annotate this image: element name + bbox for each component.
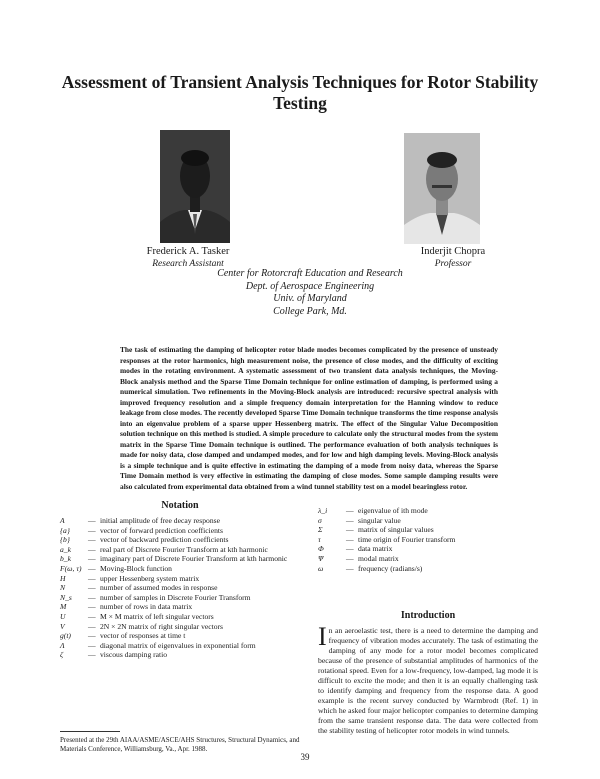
affiliation-line: Center for Rotorcraft Education and Research	[217, 268, 403, 279]
notation-definition: imaginary part of Discrete Fourier Transform at kth harmonic	[100, 554, 288, 564]
author-block-tasker	[118, 246, 258, 270]
author-block-chopra	[388, 246, 518, 270]
notation-definition: modal matrix	[358, 553, 399, 563]
notation-row	[60, 602, 308, 612]
notation-definition: matrix of singular values	[358, 525, 434, 535]
introduction-text	[318, 622, 538, 736]
notation-symbol: b_k	[60, 554, 71, 564]
notation-dash: —	[88, 563, 96, 573]
notation-definition: viscous damping ratio	[100, 650, 168, 660]
affiliation	[150, 268, 470, 318]
notation-list-left	[60, 516, 308, 660]
notation-symbol: {a}	[60, 525, 70, 535]
affiliation-line: Dept. of Aerospace Engineering	[245, 280, 375, 292]
notation-symbol: Σ	[318, 525, 323, 535]
notation-symbol: Λ	[60, 640, 65, 650]
notation-row	[318, 506, 538, 516]
notation-symbol: H	[60, 573, 66, 583]
introduction-heading: Introduction	[400, 610, 456, 621]
notation-dash: —	[346, 544, 354, 554]
notation-symbol: {b}	[60, 535, 70, 545]
notation-row	[60, 545, 308, 555]
notation-definition: data matrix	[358, 544, 393, 554]
author-photo-chopra	[404, 133, 480, 244]
notation-row	[60, 612, 308, 622]
notation-dash: —	[88, 516, 96, 525]
notation-definition: vector of forward prediction coefficients	[100, 525, 223, 535]
notation-definition: real part of Discrete Fourier Transform at kth harmonic	[100, 544, 268, 554]
notation-symbol: σ	[318, 515, 322, 525]
drop-cap: I	[318, 622, 327, 651]
notation-dash: —	[88, 535, 96, 545]
affiliation-line: Univ. of Maryland	[273, 293, 347, 304]
notation-dash: —	[88, 544, 96, 554]
notation-row	[318, 535, 538, 545]
notation-symbol: F(ω, τ)	[60, 563, 82, 573]
notation-row	[60, 554, 308, 564]
notation-symbol: a_k	[60, 544, 71, 554]
notation-row	[60, 535, 308, 545]
notation-row	[318, 544, 538, 554]
notation-definition: 2N × 2N matrix of right singular vectors	[100, 621, 224, 631]
paper-title: Assessment of Transient Analysis Techniques for Rotor Stability Testing	[61, 72, 539, 113]
notation-row	[60, 650, 308, 660]
notation-definition: number of rows in data matrix	[100, 602, 193, 612]
notation-dash: —	[88, 554, 96, 564]
notation-dash: —	[346, 506, 354, 515]
notation-definition: M × M matrix of left singular vectors	[100, 611, 214, 621]
notation-definition: time origin of Fourier transform	[358, 534, 456, 544]
notation-row	[60, 516, 308, 526]
notation-row	[60, 641, 308, 651]
author-name: Frederick A. Tasker	[146, 246, 230, 257]
notation-symbol: g(t)	[60, 631, 71, 641]
notation-heading: Notation	[161, 500, 199, 511]
notation-list-right	[318, 506, 538, 573]
notation-dash: —	[88, 621, 96, 631]
notation-row	[60, 622, 308, 632]
notation-definition: singular value	[358, 515, 401, 525]
notation-definition: number of samples in Discrete Fourier Transform	[100, 592, 251, 602]
notation-row	[60, 564, 308, 574]
notation-row	[60, 574, 308, 584]
notation-symbol: λ_i	[318, 506, 328, 515]
footnote-rule	[60, 731, 120, 732]
notation-dash: —	[88, 525, 96, 535]
abstract: The task of estimating the damping of helicopter rotor blade modes becomes complicated by the presence of unsteady responses at the rotor harmonics, high measurement noise, the presence of close modes, and the difficulty of exciting modes in the rotating environment. A systematic assessment of two transient data analysis techniques, the Moving-Block analysis method and the Sparse Time Domain technique for online estimation of damping, is performed using a numerical simulation. Two refinements in the Moving-Block analysis are introduced: recursive spectral analysis with improved frequency resolution and a simple frequency domain interpretation for the Hanning window to reduce leakage from close modes. The recently developed Sparse Time Domain technique transforms the time response analysis into an eigenvalue problem of a sparse upper Hessenberg matrix. The effect of the Singular Value Decomposition solution technique on this method is studied. A simple procedure to calculate only the structural modes from the system matrix in the Sparse Time Domain technique is outlined. The performance evaluation of both analysis techniques is made for noisy data, close damped and undamped modes, and for low and high damping levels. Moving-Block analysis is a simple technique and is quite effective in estimating the damping of a mode from noisy data, whereas the Sparse Time Domain method is very effective in estimating the damping of close modes. Some sample damping results were also calculated from experimental data obtained from a wind tunnel stability test on a model bearingless rotor.	[120, 345, 498, 491]
notation-row	[318, 516, 538, 526]
notation-dash: —	[88, 650, 96, 660]
notation-definition: eigenvalue of ith mode	[358, 506, 428, 515]
footnote: Presented at the 29th AIAA/ASME/ASCE/AHS Structures, Structural Dynamics, and Materials Conference, Williamsburg, Va., Apr. 1988.	[60, 736, 300, 753]
notation-symbol: τ	[318, 534, 321, 544]
notation-row	[318, 564, 538, 574]
notation-dash: —	[346, 515, 354, 525]
notation-dash: —	[88, 602, 96, 612]
notation-dash: —	[346, 553, 354, 563]
notation-symbol: A	[60, 516, 65, 525]
notation-dash: —	[88, 631, 96, 641]
notation-dash: —	[346, 534, 354, 544]
author-role: Research Assistant	[152, 259, 224, 269]
notation-dash: —	[346, 525, 354, 535]
page-number: 39	[300, 752, 310, 762]
notation-dash: —	[88, 640, 96, 650]
notation-symbol: Ψ	[318, 553, 324, 563]
notation-definition: diagonal matrix of eigenvalues in exponential form	[100, 640, 256, 650]
notation-symbol: ω	[318, 563, 324, 573]
notation-definition: vector of responses at time t	[100, 631, 186, 641]
notation-dash: —	[88, 573, 96, 583]
affiliation-line: College Park, Md.	[273, 305, 347, 317]
notation-dash: —	[346, 563, 354, 573]
notation-row	[318, 525, 538, 535]
notation-dash: —	[88, 611, 96, 621]
notation-symbol: V	[60, 621, 65, 631]
notation-symbol: U	[60, 611, 66, 621]
notation-row	[60, 583, 308, 593]
author-photo-tasker	[160, 130, 230, 243]
notation-definition: number of assumed modes in response	[100, 583, 218, 593]
author-role: Professor	[434, 259, 472, 269]
notation-row	[60, 631, 308, 641]
notation-dash: —	[88, 583, 96, 593]
notation-symbol: M	[60, 602, 67, 612]
notation-definition: vector of backward prediction coefficients	[100, 535, 229, 545]
notation-definition: upper Hessenberg system matrix	[100, 573, 200, 583]
notation-definition: Moving-Block function	[100, 563, 172, 573]
notation-symbol: N	[60, 583, 66, 593]
introduction-body: n an aeroelastic test, there is a need to determine the damping and frequency of vibration modes accurately. The task of estimating the damping of any mode for a rotor model becomes complicated because of the presence of substantial amplitudes of harmonics of the rotational speed. Even for a low-frequency, low-damped, lag mode it is difficult to excite the mode; and then it is an equally challenging task to identify damping and frequency from the response data. A good example is the recent survey conducted by Warmbrodt (Ref. 1) in which he asked four major helicopter companies to determine damping from the same transient response data. The data were collected from the stability testing of helicopter rotor models in wind tunnels.	[318, 626, 538, 735]
notation-symbol: ζ	[60, 650, 64, 660]
notation-row	[318, 554, 538, 564]
notation-definition: frequency (radians/s)	[358, 563, 423, 573]
notation-row	[60, 526, 308, 536]
author-name: Inderjit Chopra	[420, 246, 486, 257]
notation-symbol: Φ	[318, 544, 324, 554]
notation-dash: —	[88, 592, 96, 602]
notation-symbol: N_s	[60, 592, 72, 602]
notation-row	[60, 593, 308, 603]
notation-definition: initial amplitude of free decay response	[100, 516, 220, 525]
